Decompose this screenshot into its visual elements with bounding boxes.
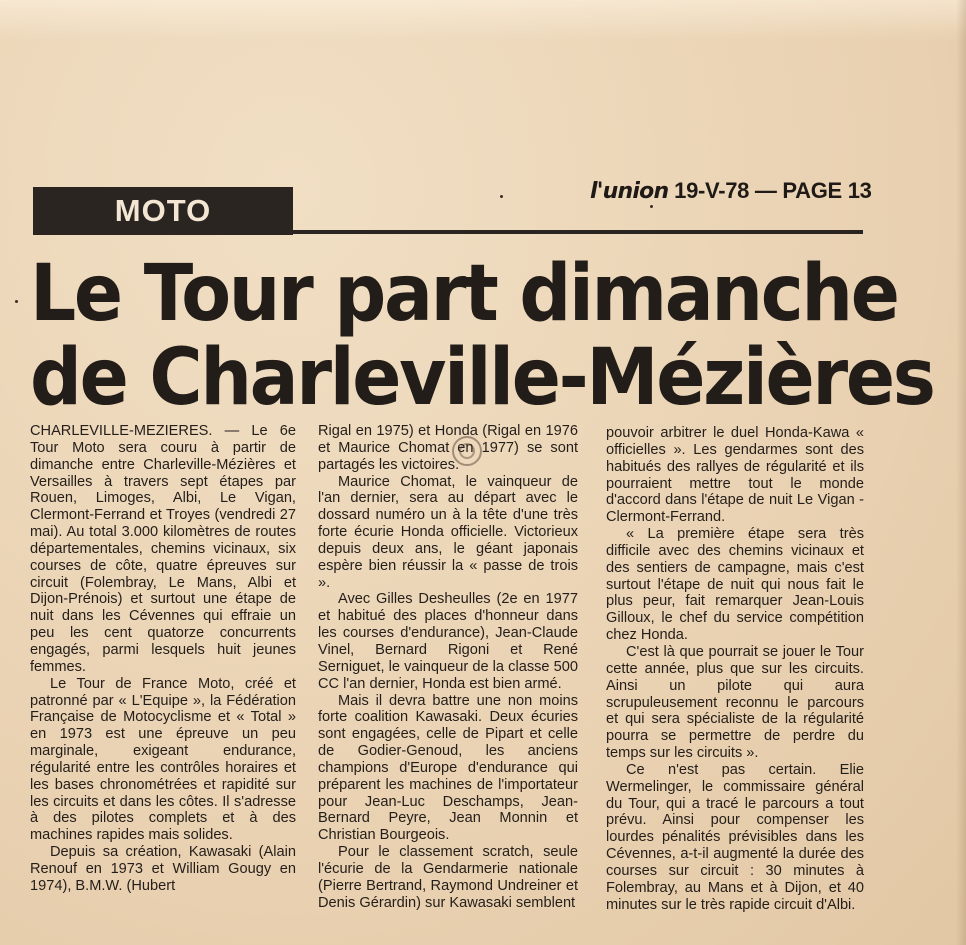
paragraph: CHARLEVILLE-MEZIERES. — Le 6e Tour Moto sera couru à partir de dimanche entre Charleville-Mézières et Versailles à travers sept étapes par Rouen, Limoges, Albi, Le Vigan, Clermont-Ferrand et Troyes (vendredi 27 mai). Au total 3.000 kilomètres de routes départementales, chemins vicinaux, six courses de côte, quatre épreuves sur circuit (Folembray, Le Mans, Albi et Dijon-Prénois) et surtout une étape de nuit dans les Cévennes qui effraie un peu les cent quatorze concurrents engagés, parmi lesquels huit jeunes femmes. xyxy=(30,423,296,675)
headline-line-2: de Charleville-Mézières xyxy=(30,333,934,423)
article-column-2 xyxy=(318,423,578,911)
masthead xyxy=(590,178,872,204)
article-column-1 xyxy=(30,423,296,895)
paragraph: Ce n'est pas certain. Elie Wermelinger, le commissaire général du Tour, qui a tracé le parcours a tout prévu. Ainsi pour compenser les lourdes pénalités prévisibles dans les Cévennes, a-t-il augmenté la durée des courses sur circuit : 30 minutes à Folembray, au Mans et à Dijon, et 40 minutes sur le très rapide circuit d'Albi. xyxy=(606,761,864,913)
paragraph: Avec Gilles Desheulles (2e en 1977 et habitué des places d'honneur dans les courses d'endurance), Jean-Claude Vinel, Bernard Rigoni et René Serniguet, le vainqueur de la classe 500 CC l'an dernier, Honda est bien armé. xyxy=(318,591,578,692)
paper-edge-shading xyxy=(956,0,966,945)
newspaper-name: l'union xyxy=(590,179,669,204)
paragraph: pouvoir arbitrer le duel Honda-Kawa « officielles ». Les gendarmes sont des habitués des rallyes de régularité et ils pourraient mettre tout le monde d'accord dans l'étape de nuit Le Vigan - Clermont-Ferrand. xyxy=(606,425,864,526)
headline-line-1: Le Tour part dimanche xyxy=(30,249,898,339)
date-and-page: 19-V-78 — PAGE 13 xyxy=(668,178,872,203)
ink-speck xyxy=(650,205,653,208)
paragraph: Pour le classement scratch, seule l'écurie de la Gendarmerie nationale (Pierre Bertrand, Raymond Undreiner et Denis Gérardin) sur Kawasaki semblent xyxy=(318,844,578,911)
section-rule xyxy=(293,230,863,234)
paragraph: Depuis sa création, Kawasaki (Alain Renouf en 1973 et William Gougy en 1974), B.M.W. (Hubert xyxy=(30,844,296,894)
paragraph: Mais il devra battre une non moins forte coalition Kawasaki. Deux écuries sont engagées, celle de Pipart et celle de Godier-Genoud, les anciens champions d'Europe d'endurance qui préparent les machines de l'importateur pour Jean-Luc Deschamps, Jean-Bernard Peyre, Jean Monnin et Christian Bourgeois. xyxy=(318,692,578,844)
paragraph: Le Tour de France Moto, créé et patronné par « L'Equipe », la Fédération Française de Motocyclisme et « Total » en 1973 est une épreuve un peu marginale, exigeant endurance, régularité entre les contrôles horaires et les bases chronométrées et rapidité sur les circuits et dans les côtes. Il s'adresse à des pilotes complets et à des machines rapides mais solides. xyxy=(30,675,296,844)
paper-fold-shading xyxy=(0,0,966,40)
article-column-3 xyxy=(606,425,864,913)
paragraph: Rigal en 1975) et Honda (Rigal en 1976 et Maurice Chomat en 1977) se sont partagés les victoires. xyxy=(318,423,578,473)
paragraph: C'est là que pourrait se jouer le Tour cette année, plus que sur les circuits. Ainsi un pilote qui aura scrupuleusement reconnu le parcours et qui sera spécialiste de la régularité pourra se permettre de perdre du temps sur les circuits ». xyxy=(606,643,864,762)
ink-stamp-mark xyxy=(452,436,482,466)
headline xyxy=(30,249,934,423)
paragraph: « La première étape sera très difficile avec des chemins vicinaux et des sentiers de campagne, mais c'est surtout l'étape de nuit qui nous fait le plus peur, fait remarquer Jean-Louis Gilloux, le chef du service compétition chez Honda. xyxy=(606,526,864,644)
paragraph: Maurice Chomat, le vainqueur de l'an dernier, sera au départ avec le dossard numéro un à la tête d'une très forte écurie Honda officielle. Victorieux depuis deux ans, le géant japonais espère bien réussir la « passe de trois ». xyxy=(318,473,578,591)
ink-speck xyxy=(500,195,503,198)
section-rubric: MOTO xyxy=(33,187,293,235)
ink-speck xyxy=(15,300,18,303)
